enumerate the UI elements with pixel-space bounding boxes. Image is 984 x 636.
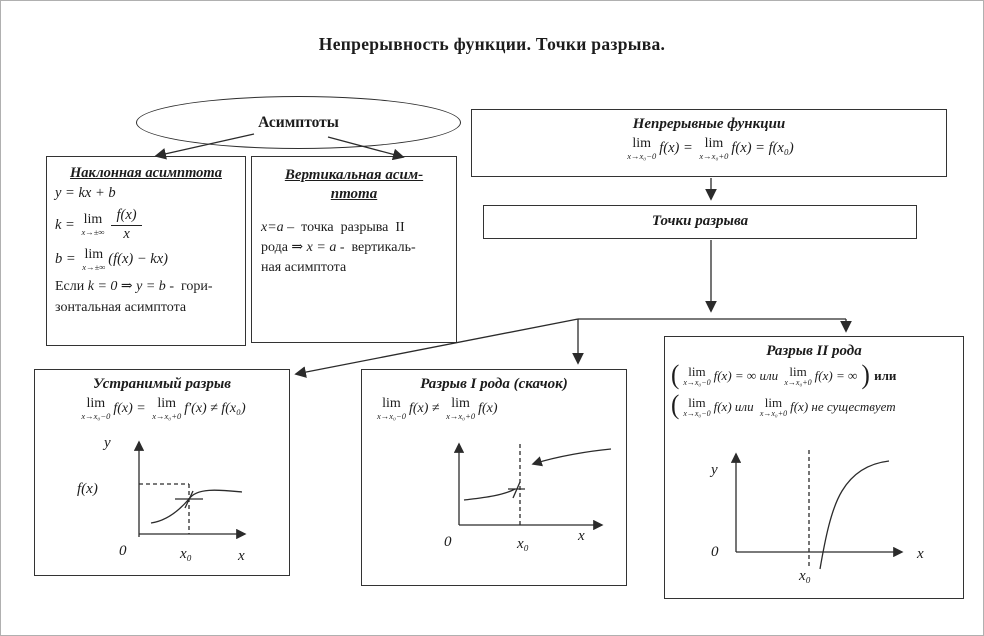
oblique-eq-k — [55, 207, 237, 243]
oblique-note — [55, 277, 237, 318]
graph-label-origin: 0 — [119, 543, 127, 559]
lim-word: lim — [688, 394, 706, 410]
second-kind-formula-row1 — [665, 360, 963, 391]
left-gap-hook — [513, 482, 520, 498]
discontinuity-points-title: Точки разрыва — [651, 213, 749, 229]
jump-discontinuity-box — [361, 369, 627, 586]
body-text-2a: рода ⇒ — [261, 239, 307, 255]
lim-subscript: x→x₀−0 — [81, 410, 111, 421]
lim-subscript: x→x₀−0 — [683, 378, 711, 387]
left-branch-curve — [464, 489, 515, 500]
page-title: Непрерывность функции. Точки разрыва. — [318, 34, 666, 54]
b-rhs: (f(x) − kx) — [108, 251, 168, 268]
asymptotes-label: Асимптоты — [258, 113, 339, 131]
lim-word: lim — [632, 135, 652, 151]
b-lhs: b = — [55, 251, 80, 268]
oblique-title: Наклонная асимптота — [70, 165, 222, 181]
graph-label-x: x — [578, 528, 585, 544]
jump-formula — [362, 397, 626, 421]
body-text-3: ная асимптота — [261, 260, 347, 276]
oblique-eq1-text: y = kx + b — [55, 185, 116, 202]
oblique-eq1 — [55, 185, 237, 202]
lim-subscript: x→x₀−0 — [627, 150, 657, 161]
lim-stack — [760, 396, 787, 418]
row1-expr2: f(x) = ∞ — [814, 368, 861, 383]
lim-stack — [683, 365, 710, 387]
formula-tail: f′(x) ≠ f(x₀) — [184, 400, 246, 416]
lim-subscript: x→x₀+0 — [784, 378, 812, 387]
lim-word: lim — [764, 394, 783, 410]
note-word: Если — [55, 279, 88, 295]
oblique-asymptote-box — [46, 156, 246, 346]
formula-mid: f(x) = — [113, 400, 150, 416]
continuous-title: Непрерывные функции — [632, 116, 786, 132]
lim-stack — [377, 397, 406, 421]
lim-stack — [683, 396, 710, 418]
lim-word: lim — [789, 364, 807, 379]
graph-label-origin: 0 — [711, 544, 719, 560]
continuous-functions-box — [471, 109, 947, 177]
lim-subscript: x→±∞ — [81, 227, 105, 238]
k-lhs: k = — [55, 216, 79, 233]
lim-stack — [82, 248, 105, 272]
right-branch-curve — [533, 449, 611, 464]
graph-label-y: y — [711, 462, 718, 478]
graph-label-x: x — [917, 546, 924, 562]
lim-stack — [699, 137, 728, 161]
row1-tail: или — [870, 368, 897, 383]
lim-word: lim — [688, 364, 706, 379]
row2-expr2: f(x) — [790, 398, 809, 414]
graph-label-y: y — [104, 435, 111, 451]
vertical-title-line1: Вертикальная асим- — [284, 167, 424, 183]
graph-label-x0: x₀ — [517, 536, 529, 552]
body-math-1: x=a — [261, 219, 284, 235]
lim-subscript: x→x₀+0 — [699, 150, 729, 161]
jump-title: Разрыв I рода (скачок) — [420, 376, 568, 392]
note-math: k = 0 ⇒ y = b — [87, 279, 166, 295]
lim-stack — [81, 213, 104, 237]
graph-label-x0: x₀ — [799, 568, 811, 584]
second-kind-title: Разрыв II рода — [766, 343, 862, 359]
vertical-asymptote-box — [251, 156, 457, 343]
note-tail: - гори- — [165, 279, 213, 295]
lim-stack — [627, 137, 656, 161]
fraction-numerator: f(x) — [111, 207, 141, 225]
lim-word: lim — [157, 395, 177, 411]
formula-tail: f(x) — [478, 400, 498, 416]
close-paren: ) — [861, 360, 870, 391]
note-line2: зонтальная асимптота — [55, 299, 187, 315]
lim-word: lim — [84, 246, 104, 262]
row1-expr1: f(x) = ∞ — [713, 368, 760, 383]
formula-mid: f(x) ≠ — [409, 400, 444, 416]
function-curve — [820, 461, 889, 569]
row1-or: или — [759, 368, 782, 383]
formula-tail: f(x) = f(x₀) — [731, 140, 794, 156]
lim-stack — [81, 397, 110, 421]
fraction-denominator: x — [123, 225, 130, 242]
lim-subscript: x→x₀−0 — [377, 410, 406, 421]
removable-formula — [35, 397, 289, 421]
lim-stack — [446, 397, 475, 421]
graph-label-fx: f(x) — [77, 481, 98, 497]
second-kind-formula-row2 — [665, 390, 963, 421]
body-math-2: x = a — [306, 239, 337, 255]
function-curve — [151, 490, 242, 523]
body-text-1: – точка разрыва II — [283, 219, 405, 235]
vertical-title-line2: птота — [330, 185, 378, 202]
vertical-body — [252, 218, 456, 279]
graph-label-x0: x₀ — [180, 546, 192, 562]
graph-label-x: x — [238, 548, 245, 564]
row2-tail: не существует — [808, 398, 896, 414]
lim-stack — [784, 365, 811, 387]
lim-subscript: x→±∞ — [82, 261, 106, 272]
body-text-2c: - вертикаль- — [336, 239, 416, 255]
removable-title: Устранимый разрыв — [93, 376, 231, 392]
lim-word: lim — [704, 135, 724, 151]
gap-slash — [185, 491, 193, 508]
lim-word: lim — [451, 395, 470, 411]
graph-label-origin: 0 — [444, 534, 452, 550]
discontinuity-points-box — [483, 205, 917, 239]
removable-discontinuity-box — [34, 369, 290, 576]
lim-subscript: x→x₀+0 — [446, 410, 476, 421]
lim-word: lim — [83, 212, 103, 228]
row2-or: или — [734, 398, 757, 414]
row2-expr1: f(x) — [713, 398, 735, 414]
second-kind-discontinuity-box — [664, 336, 964, 599]
lim-subscript: x→x₀−0 — [683, 408, 711, 418]
asymptotes-ellipse — [136, 96, 461, 149]
lim-word: lim — [86, 395, 106, 411]
fraction — [111, 207, 141, 243]
continuous-formula — [472, 137, 946, 161]
lim-stack — [152, 397, 181, 421]
oblique-eq-b — [55, 248, 237, 272]
lim-subscript: x→x₀+0 — [152, 410, 182, 421]
open-paren: ( — [671, 390, 680, 421]
open-paren: ( — [671, 360, 680, 391]
formula-mid: f(x) = — [659, 140, 697, 156]
lim-subscript: x→x₀+0 — [759, 408, 788, 418]
lim-word: lim — [382, 395, 401, 411]
